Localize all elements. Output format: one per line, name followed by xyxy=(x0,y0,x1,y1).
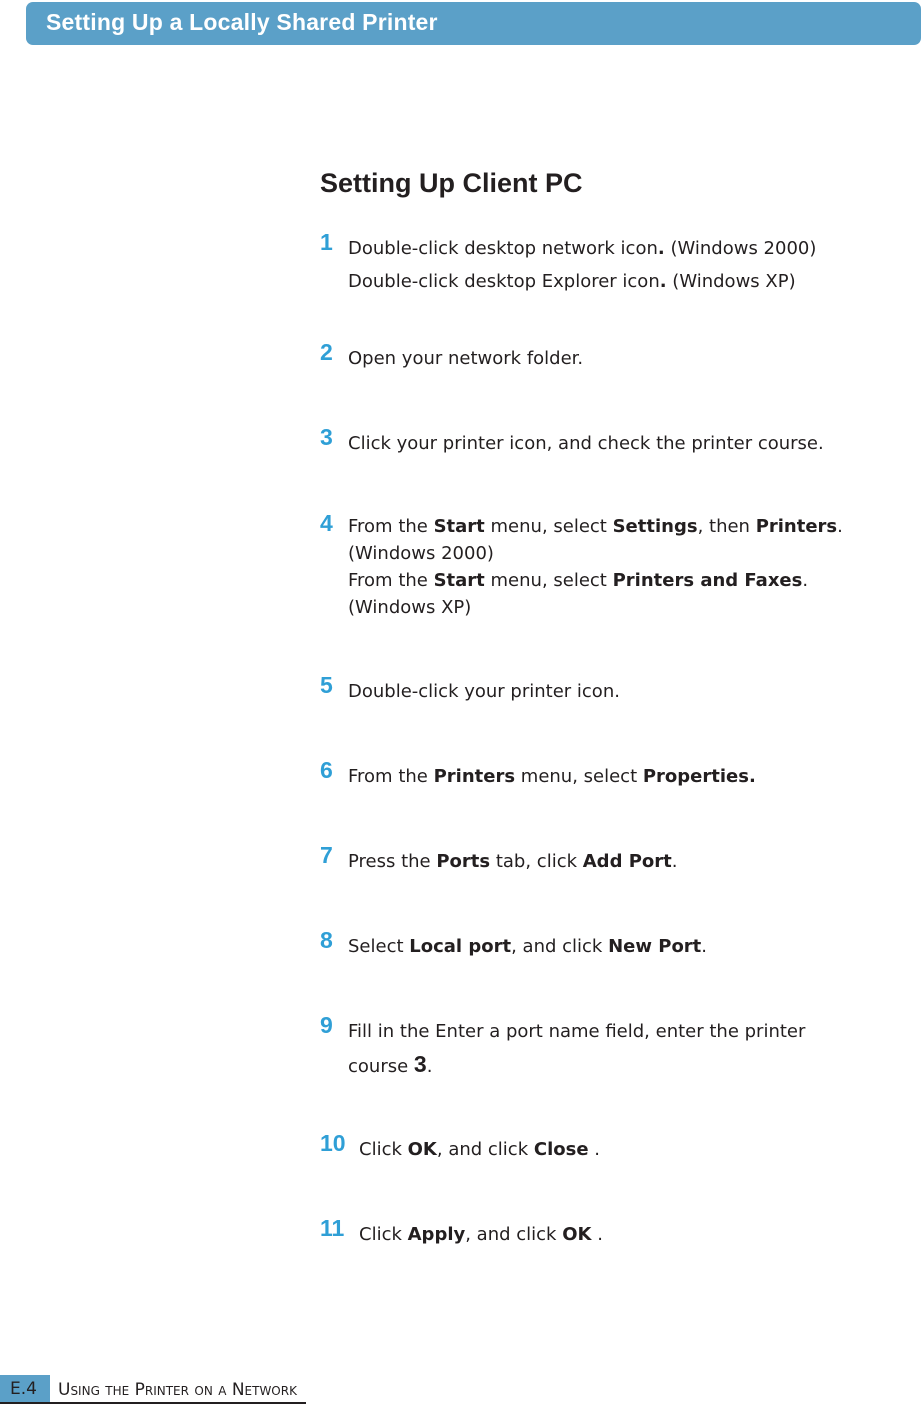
step-number: 2 xyxy=(320,339,333,365)
step-text: From the Printers menu, select Properties. xyxy=(348,766,756,787)
step-number: 6 xyxy=(320,757,333,783)
footer-chapter-title: Using the Printer on a Network xyxy=(58,1380,297,1400)
footer-divider xyxy=(0,1402,306,1404)
section-title: Setting Up Client PC xyxy=(320,168,583,198)
step-text: Open your network folder. xyxy=(348,348,584,369)
step-number: 5 xyxy=(320,672,333,698)
step-text: Click Apply, and click OK . xyxy=(359,1224,603,1245)
step-number: 11 xyxy=(320,1215,345,1241)
step-number: 1 xyxy=(320,229,333,255)
step-number: 7 xyxy=(320,842,333,868)
step-text: Press the Ports tab, click Add Port. xyxy=(348,851,678,872)
step-text: Fill in the Enter a port name field, enter the printer course 3. xyxy=(348,1021,806,1077)
step-text: From the Start menu, select Settings, then Printers. (Windows 2000) From the Start menu, select Printers and Faxes. (Windows XP) xyxy=(348,516,843,618)
step-text: Double-click desktop network icon. (Windows 2000) Double-click desktop Explorer icon. (Windows XP) xyxy=(348,238,817,292)
page-header-title: Setting Up a Locally Shared Printer xyxy=(46,9,438,35)
step-text: Click OK, and click Close . xyxy=(359,1139,600,1160)
step-number: 9 xyxy=(320,1012,333,1038)
page-number-badge xyxy=(0,1375,50,1404)
step-number: 10 xyxy=(320,1130,346,1156)
step-number: 8 xyxy=(320,927,333,953)
step-text: Click your printer icon, and check the printer course. xyxy=(348,433,824,454)
step-text: Double-click your printer icon. xyxy=(348,681,620,702)
page-number: E.4 xyxy=(10,1379,37,1399)
step-number: 3 xyxy=(320,424,333,450)
step-number: 4 xyxy=(320,510,333,536)
step-text: Select Local port, and click New Port. xyxy=(348,936,708,957)
